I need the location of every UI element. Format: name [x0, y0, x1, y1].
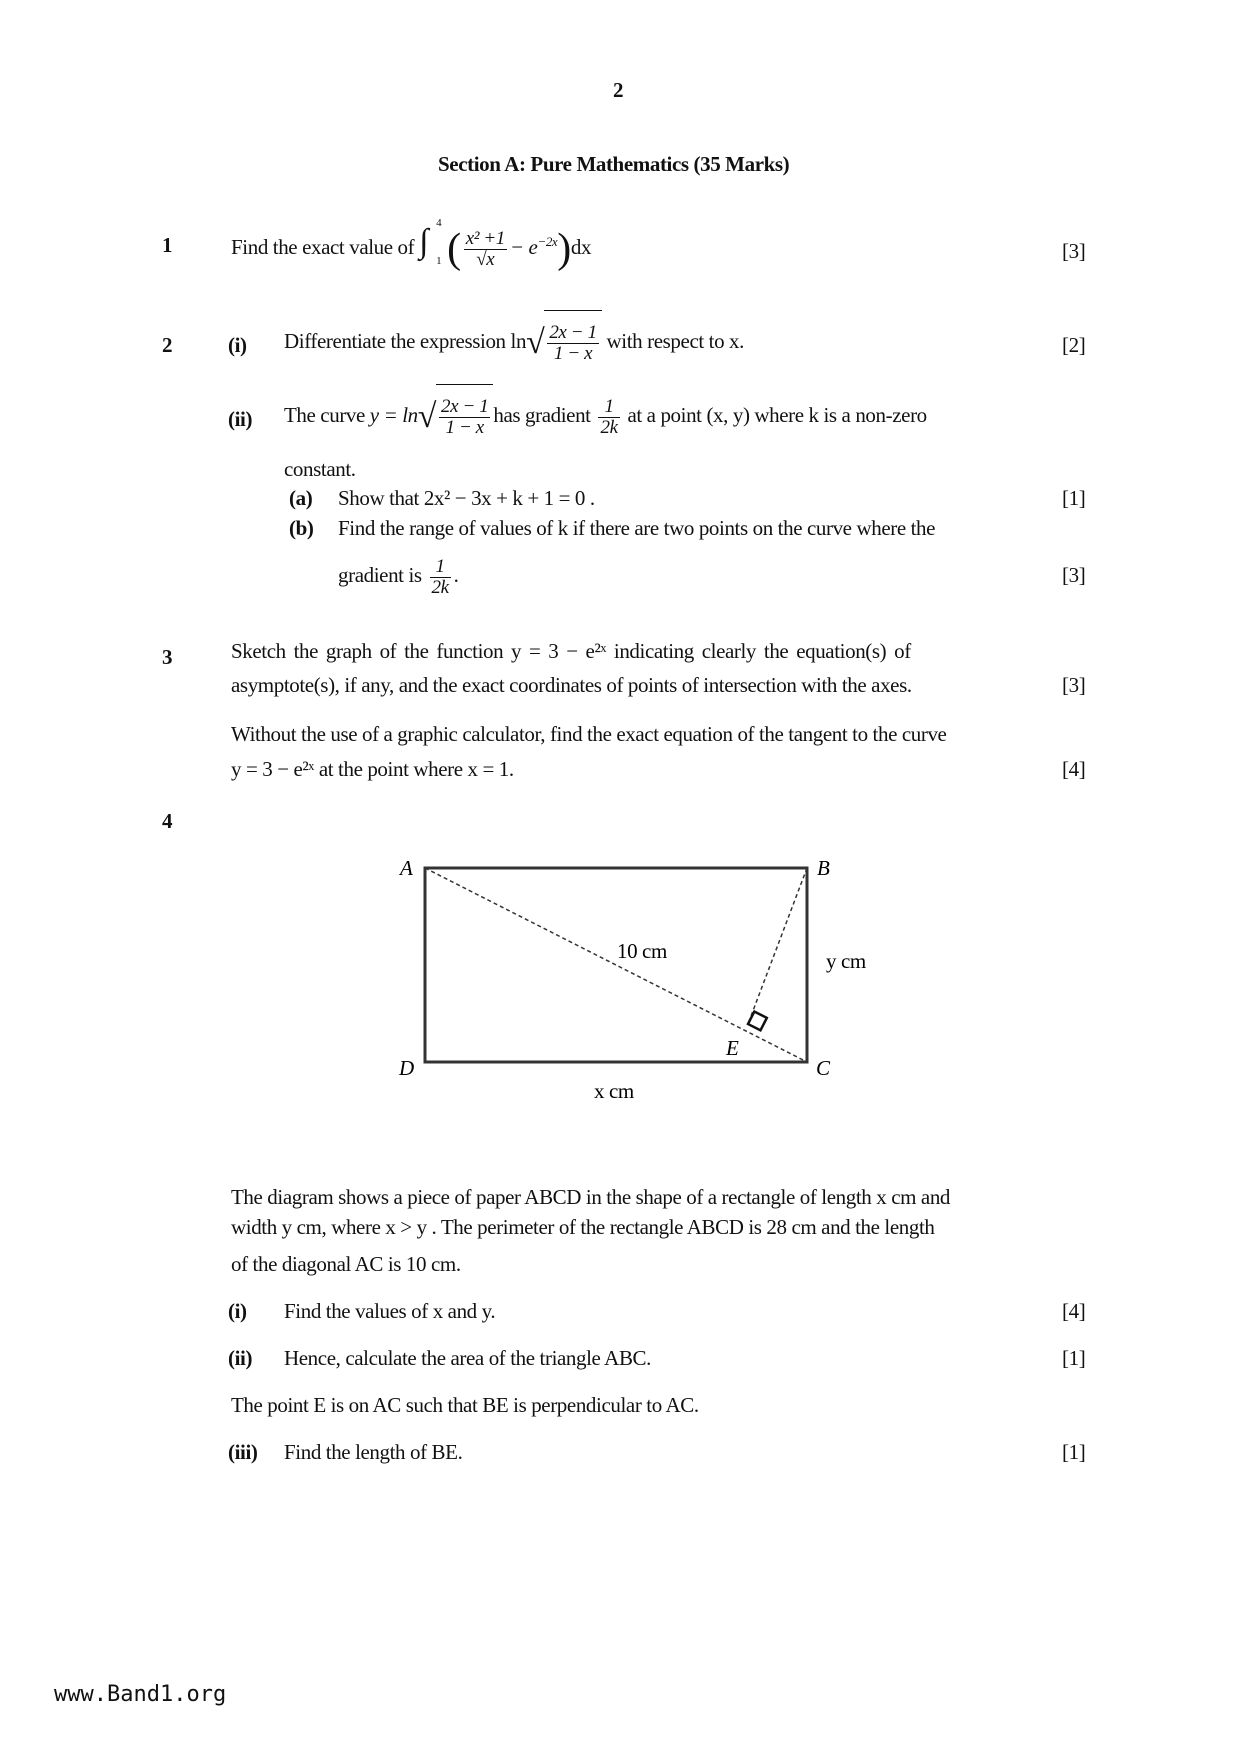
label-a: A [400, 856, 413, 880]
label-width: y cm [826, 949, 866, 973]
line-be [748, 868, 807, 1024]
period: . [453, 563, 459, 587]
marks: [4] [1062, 757, 1086, 781]
marks: [3] [1062, 239, 1086, 263]
q2b-text: Find the range of values of k if there are two points on the curve where the [338, 516, 936, 540]
upper-limit: 4 [436, 217, 442, 229]
marks: [2] [1062, 333, 1086, 357]
q4ii-text: Hence, calculate the area of the triangle ABC. [284, 1346, 652, 1370]
label-d: D [399, 1056, 414, 1080]
q4-paragraph-line: The diagram shows a piece of paper ABCD in the shape of a rectangle of length x cm and [231, 1185, 951, 1209]
page-number: 2 [613, 78, 624, 102]
part-label: (i) [228, 1299, 247, 1323]
numerator: 2x − 1 [441, 395, 489, 417]
numerator: x² +1 [465, 227, 505, 249]
q3-line: y = 3 − e²ˣ at the point where x = 1. [231, 757, 514, 781]
denominator: 1 − x [445, 416, 484, 438]
part-label: (ii) [228, 407, 253, 431]
part-label: (ii) [228, 1346, 253, 1370]
q4i-text: Find the values of x and y. [284, 1299, 496, 1323]
label-e: E [726, 1036, 739, 1060]
label-diagonal: 10 cm [617, 939, 667, 963]
denominator: 2k [431, 576, 449, 598]
numerator: 1 [430, 557, 451, 578]
dx: dx [570, 235, 592, 259]
diagonal-ac [425, 868, 807, 1062]
part-label: (iii) [228, 1440, 258, 1464]
section-title: Section A: Pure Mathematics (35 Marks) [438, 152, 790, 176]
marks: [4] [1062, 1299, 1086, 1323]
lower-limit: 1 [436, 255, 442, 267]
marks: [1] [1062, 1346, 1086, 1370]
exp-term: − e [509, 235, 538, 259]
exponent: −2x [537, 234, 558, 249]
marks: [3] [1062, 673, 1086, 697]
part-label: (i) [228, 333, 247, 357]
integral-sign: ∫ 4 1 [419, 217, 442, 267]
q1-prompt: Find the exact value of [231, 235, 415, 259]
ln: ln [510, 329, 527, 353]
denominator: √x [476, 248, 495, 270]
denominator: 2k [600, 416, 618, 438]
numerator: 1 [598, 397, 619, 418]
q4-paragraph-line: of the diagonal AC is 10 cm. [231, 1252, 461, 1276]
numerator: 2x − 1 [549, 321, 597, 343]
q2ii-cont: constant. [284, 457, 356, 481]
q4-paragraph-line: width y cm, where x > y . The perimeter of the rectangle ABCD is 28 cm and the length [231, 1215, 935, 1239]
marks: [1] [1062, 1440, 1086, 1464]
question-number: 1 [162, 233, 173, 257]
marks: [3] [1062, 563, 1086, 587]
q2b-gradient: gradient is [338, 563, 422, 587]
curve-eq: y = ln [369, 403, 418, 427]
footer-watermark: www.Band1.org [54, 1682, 227, 1707]
q4-point-e-text: The point E is on AC such that BE is perpendicular to AC. [231, 1393, 699, 1417]
q3-line: asymptote(s), if any, and the exact coordinates of points of intersection with the axes. [231, 673, 912, 697]
q4iii-text: Find the length of BE. [284, 1440, 463, 1464]
label-b: B [817, 856, 830, 880]
denominator: 1 − x [553, 342, 593, 364]
q2a-text: Show that 2x² − 3x + k + 1 = 0 . [338, 486, 595, 510]
q1-text: Find the exact value of ∫ 4 1 ( $\frac{\text{x² +1}}{√x}$ − $e^{-2x})dx$ [231, 212, 591, 279]
q2ii-post: at a point (x, y) where k is a non-zero [627, 403, 927, 427]
right-angle-marker [748, 1012, 767, 1031]
q2i-after: with respect to x. [606, 329, 744, 353]
label-length: x cm [594, 1079, 634, 1103]
question-number: 3 [162, 645, 173, 669]
q2ii-text: The curve y = ln√ $\frac{2x - 1}{1 - x}$ has gradient $\frac{1}{2k}$ at a point (x, y) where k is a non-zero [284, 384, 927, 445]
q2i-prompt: Differentiate the expression [284, 329, 506, 353]
q2ii-mid: has gradient [493, 403, 591, 427]
marks: [1] [1062, 486, 1086, 510]
q2ii-pre: The curve [284, 403, 365, 427]
question-number: 4 [162, 809, 173, 833]
label-c: C [816, 1056, 830, 1080]
part-label: (a) [289, 486, 313, 510]
q3-line: Sketch the graph of the function y = 3 − e²ˣ indicating clearly the equation(s) of [231, 639, 911, 663]
q3-line: Without the use of a graphic calculator, find the exact equation of the tangent to the curve [231, 722, 947, 746]
part-label: (b) [289, 516, 314, 540]
q2i-text: Differentiate the expression ln√ $\frac{2x - 1}{1 - x}$ with respect to x. [284, 310, 744, 371]
question-number: 2 [162, 333, 173, 357]
